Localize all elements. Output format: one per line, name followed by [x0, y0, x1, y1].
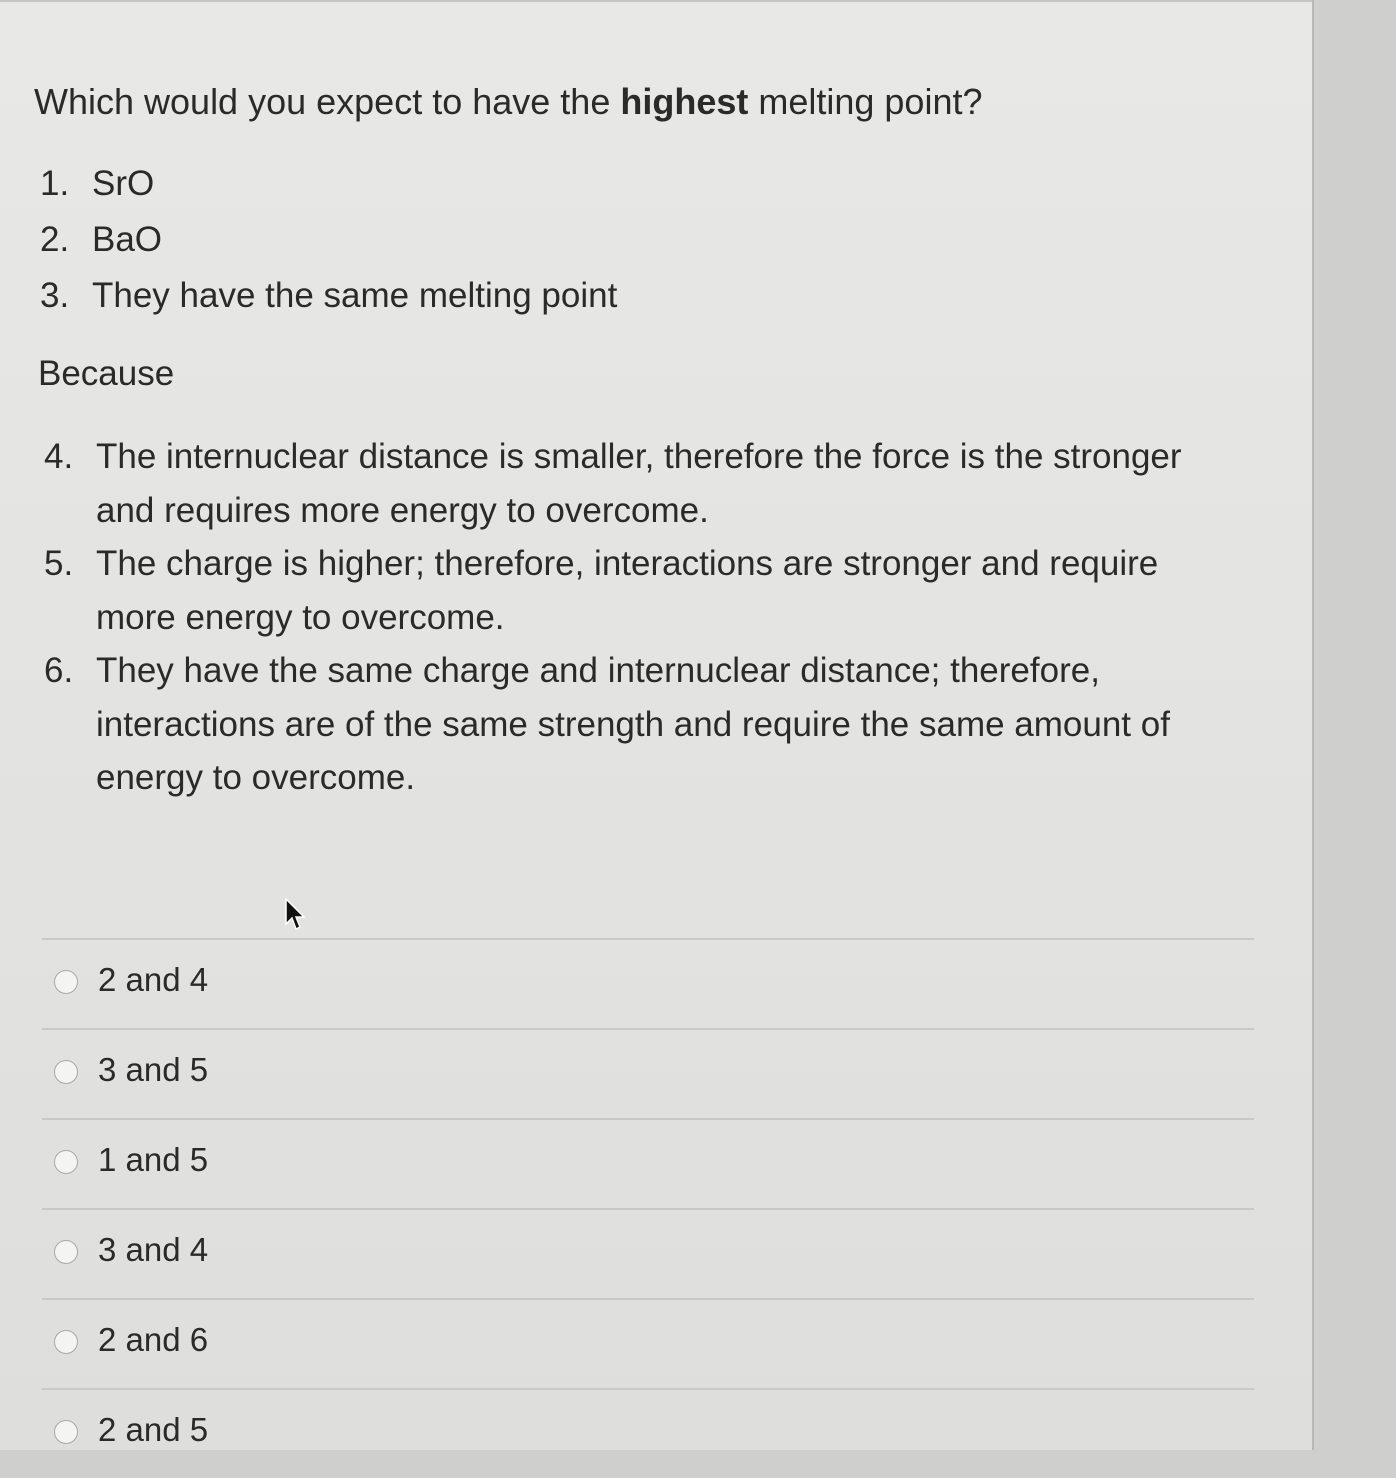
item-number: 1. — [40, 164, 70, 203]
answer-option-1-and-5[interactable] — [42, 1118, 1254, 1208]
answer-label[interactable]: 1 and 5 — [98, 1141, 209, 1178]
answer-label[interactable]: 3 and 4 — [98, 1231, 209, 1268]
answer-option-2-and-5[interactable] — [42, 1388, 1254, 1478]
item-number: 5. — [44, 544, 74, 583]
list-item — [44, 644, 1224, 805]
reason-options — [44, 430, 1224, 805]
answer-label[interactable]: 3 and 5 — [98, 1051, 209, 1088]
radio-button[interactable] — [54, 970, 78, 994]
item-number: 6. — [44, 651, 74, 690]
question-emphasis: highest — [620, 81, 749, 122]
radio-button[interactable] — [54, 1240, 78, 1264]
answer-choices — [42, 938, 1254, 1478]
question-suffix: melting point? — [748, 81, 983, 122]
answer-label[interactable]: 2 and 5 — [98, 1411, 209, 1448]
item-text: BaO — [92, 220, 163, 259]
because-label: Because — [38, 354, 175, 393]
item-number: 4. — [44, 437, 74, 476]
answer-label[interactable]: 2 and 6 — [98, 1321, 209, 1358]
list-item — [40, 158, 617, 214]
list-item — [40, 214, 617, 270]
question-prefix: Which would you expect to have the — [34, 81, 621, 122]
item-text: They have the same charge and internuclear distance; therefore, interactions are of the same strength and require the same amount of energy to overcome. — [96, 651, 1170, 797]
answer-option-3-and-4[interactable] — [42, 1208, 1254, 1298]
list-item — [44, 430, 1224, 537]
list-item — [40, 270, 617, 326]
answer-option-2-and-4[interactable] — [42, 938, 1254, 1028]
list-item — [44, 537, 1224, 644]
answer-label[interactable]: 2 and 4 — [98, 961, 209, 998]
mouse-pointer-icon — [284, 898, 306, 932]
answer-option-3-and-5[interactable] — [42, 1028, 1254, 1118]
radio-button[interactable] — [54, 1060, 78, 1084]
panel-border — [0, 0, 1312, 2]
item-number: 2. — [40, 220, 70, 259]
item-text: The charge is higher; therefore, interactions are stronger and require more energy to overcome. — [96, 544, 1159, 637]
radio-button[interactable] — [54, 1330, 78, 1354]
item-text: SrO — [92, 164, 155, 203]
item-text: They have the same melting point — [92, 276, 618, 315]
radio-button[interactable] — [54, 1420, 78, 1444]
compound-options — [40, 158, 617, 326]
item-text: The internuclear distance is smaller, therefore the force is the stronger and requires more energy to overcome. — [96, 437, 1182, 530]
answer-option-2-and-6[interactable] — [42, 1298, 1254, 1388]
item-number: 3. — [40, 276, 70, 315]
question-text — [34, 78, 983, 126]
radio-button[interactable] — [54, 1150, 78, 1174]
